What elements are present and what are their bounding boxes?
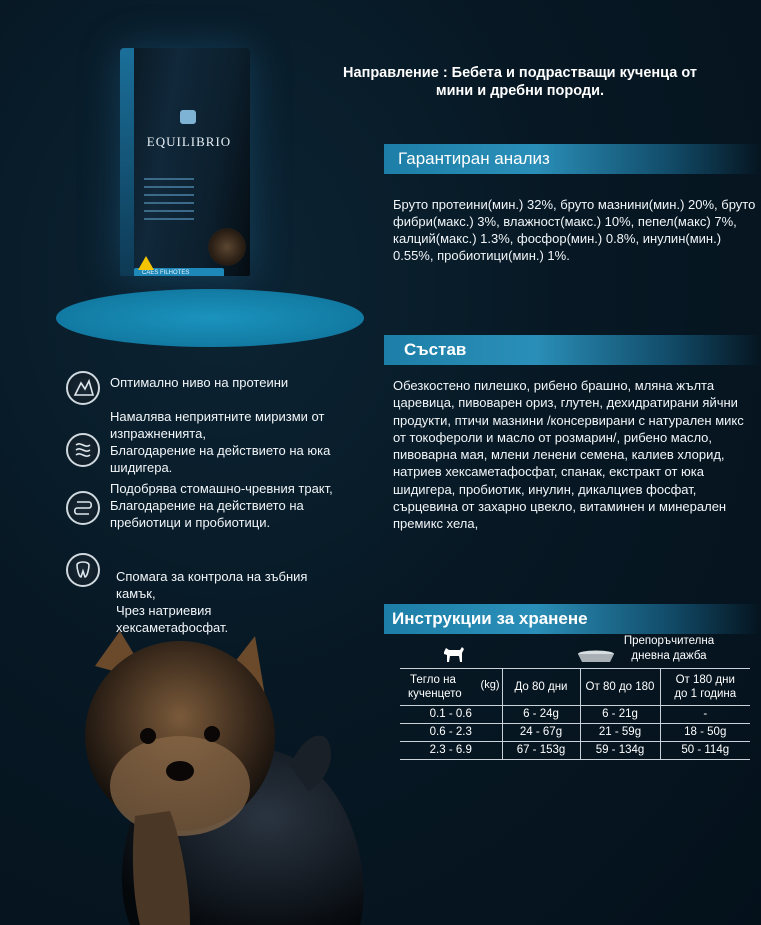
dental-icon [66, 553, 100, 587]
recommended-daily-label: Препоръчителна дневна дажба [623, 635, 715, 662]
protein-icon [66, 371, 100, 405]
analysis-text: Бруто протеини(мин.) 32%, бруто мазнини(мин.) 20%, бруто фибри(макс.) 3%, влажност(макс.) 10%, пепел(макс) 7%, калций(макс.) 1.3%, фосфор(мин.) 0.8%, инулин(мин.) 0.55%, пробиотици(мин.) 1%. [393, 197, 756, 263]
feeding-table-area [400, 632, 750, 757]
table-header-row [400, 669, 750, 706]
weight-unit: (kg) [480, 679, 500, 691]
yorkshire-puppy-image [40, 626, 385, 925]
warning-triangle-icon [138, 256, 154, 270]
food-bowl-icon [576, 650, 616, 664]
product-pedestal [56, 289, 364, 347]
bag-brand: EQUILIBRIO [146, 134, 232, 149]
bag-puppy-picture [208, 228, 246, 266]
col-header-up-to-80-days: До 80 дни [502, 669, 580, 706]
benefit-dental: Спомага за контрола на зъбния камък, Чрез натриевия хексаметафосфат. [116, 569, 308, 635]
brand-seal-icon [180, 110, 196, 124]
benefit-digestion: Подобрява стомашно-чревния тракт, Благодарение на действието на пребиотици и пробиотици. [110, 481, 333, 530]
bag-label: CÃES FILHOTES [142, 270, 190, 276]
table-row: 0.6 - 2.3 24 - 67g 21 - 59g 18 - 50g [400, 724, 750, 742]
feeding-table [400, 668, 750, 760]
table-row: 2.3 - 6.9 67 - 153g 59 - 134g 50 - 114g [400, 742, 750, 760]
col-header-80-to-180: От 80 до 180 [580, 669, 660, 706]
benefit-odor: Намалява неприятните миризми от изпражненията, Благодарение на действието на юка шидигера. [110, 409, 331, 475]
col-header-180-to-1-year: От 180 дни до 1 година [660, 669, 750, 706]
composition-header: Състав [384, 335, 761, 365]
product-bag-image [120, 48, 250, 276]
composition-text: Обезкостено пилешко, рибено брашно, мляна жълта царевица, пивоварен ориз, глутен, дехидратирани яйчни продукти, птичи мазнини /консервирани с натурален микс от токофероли и масло от розмарин/, рибено масло, пивоварна мая, млени ленени семена, калиев хлорид, натриев хексаметафосфат, спанак, екстракт от юка шидигера, пробиотик, инулин, дикалциев фосфат, сърцевина от захарно цвекло, витаминен и минерален премикс хела, [393, 378, 744, 532]
weight-header: Тегло на кученцето (kg) [400, 669, 502, 706]
digestion-icon [66, 491, 100, 525]
analysis-header: Гарантиран анализ [384, 144, 761, 174]
table-row: 0.1 - 0.6 6 - 24g 6 - 21g - [400, 706, 750, 724]
benefit-protein: Оптимално ниво на протеини [110, 375, 289, 390]
dog-icon [440, 642, 466, 664]
feeding-header: Инструкции за хранене [384, 604, 761, 634]
target-headline: Направление : Бебета и подрастващи кученца от мини и дребни породи. [343, 65, 697, 99]
odor-icon [66, 433, 100, 467]
